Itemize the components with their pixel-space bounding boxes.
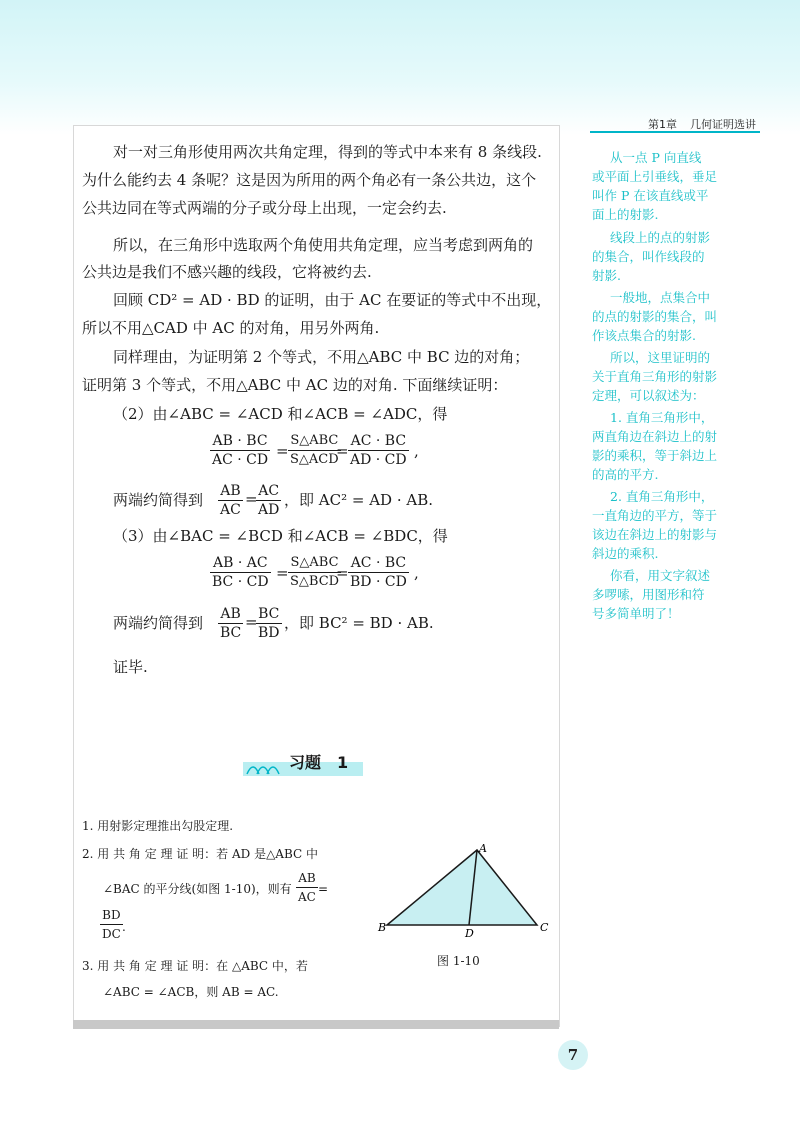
header-rule (590, 131, 760, 133)
proof-end: 证毕. (113, 658, 148, 676)
fraction: $\frac{AB}{AC}$ (220, 483, 241, 518)
sidebar-line: 两直角边在斜边上的射 (592, 429, 718, 444)
sidebar-line: 号多简单明了！ (592, 606, 680, 621)
exercise-item: 3. 用 共 角 定 理 证 明：在 △ABC 中，若 (82, 959, 308, 973)
equals-sign: = (336, 442, 349, 460)
sidebar-line: 作该点集合的射影. (592, 328, 696, 343)
fraction: $\frac{AB \cdot BC}{AC \cdot CD}$ (212, 433, 269, 468)
equals-sign: = (245, 613, 258, 631)
sidebar-line: 线段上的点的射影 (610, 230, 711, 245)
vertex-label-c: C (540, 921, 549, 934)
proof-step-2: （2）由∠ABC = ∠ACD 和∠ACB = ∠ADC，得 (113, 405, 448, 423)
fraction: $\frac{AC \cdot BC}{AD \cdot CD}$ (350, 433, 407, 468)
result-prefix: 两端约简得到 (113, 614, 204, 632)
sidebar-line: 斜边的乘积. (592, 546, 659, 561)
exercise-item-cont: ∠BAC 的平分线(如图 1-10)，则有 (103, 882, 292, 896)
result-prefix: 两端约简得到 (113, 491, 204, 509)
sidebar-line: 射影. (592, 268, 621, 283)
exercise-title: 习题 1 (289, 753, 349, 772)
fraction: $\frac{AC \cdot BC}{BD \cdot CD}$ (350, 555, 407, 590)
sidebar-line: 面上的射影. (592, 207, 659, 222)
sidebar-line: 或平面上引垂线，垂足 (592, 169, 718, 184)
sidebar-line: 的点的射影的集合，叫 (592, 309, 718, 324)
comma: , (414, 442, 419, 460)
triangle-abc (387, 850, 537, 925)
exercise-item-cont: ∠ABC = ∠ACB，则 AB = AC. (103, 985, 279, 999)
paragraph-line: 公共边是我们不感兴趣的线段，它将被约去. (82, 263, 372, 281)
sidebar-line: 叫作 P 在该直线或平 (592, 188, 709, 203)
sidebar-line: 一般地，点集合中 (610, 290, 711, 305)
triangle-figure (375, 840, 555, 940)
result-suffix: ，即 AC² = AD · AB. (284, 491, 433, 509)
period: . (122, 920, 126, 934)
fraction: S△ABC S△BCD (290, 555, 340, 589)
equals-sign: = (276, 564, 289, 582)
exercise-banner (243, 750, 363, 778)
chapter-title: 几何证明选讲 (690, 118, 756, 131)
paragraph-line: 所以，在三角形中选取两个角使用共角定理，应当考虑到两角的 (113, 236, 534, 254)
paragraph-line: 公共边同在等式两端的分子或分母上出现，一定会约去. (82, 199, 447, 217)
fraction: $\frac{AB}{BC}$ (220, 606, 242, 641)
paragraph-line: 证明第 3 个等式，不用△ABC 中 AC 边的对角. 下面继续证明： (82, 376, 508, 394)
proof-step-3: （3）由∠BAC = ∠BCD 和∠ACB = ∠BDC，得 (113, 527, 448, 545)
paragraph-line: 所以不用△CAD 中 AC 的对角，用另外两角. (82, 319, 380, 337)
chapter-number: 第1章 (648, 118, 677, 131)
equals-sign: = (336, 564, 349, 582)
sidebar-line: 定理，可以叙述为： (592, 388, 705, 403)
fraction: $\frac{BC}{BD}$ (258, 606, 280, 641)
paragraph-line: 为什么能约去 4 条呢？这是因为所用的两个角必有一条公共边，这个 (82, 171, 537, 189)
result-suffix: ，即 BC² = BD · AB. (284, 614, 434, 632)
equals-sign: = (276, 442, 289, 460)
sidebar-line: 一直角边的平方，等于 (592, 508, 718, 523)
vertex-label-b: B (378, 921, 387, 934)
fraction: S△ABC S△ACD (290, 433, 339, 467)
sidebar-line: 的高的平方. (592, 467, 659, 482)
fraction: $\frac{AB}{AC}$ (298, 871, 316, 904)
exercise-item: 2. 用 共 角 定 理 证 明：若 AD 是△ABC 中 (82, 847, 318, 861)
equals-sign: = (245, 490, 258, 508)
fraction: $\frac{AC}{AD}$ (258, 483, 280, 518)
paragraph-line: 对一对三角形使用两次共角定理，得到的等式中本来有 8 条线段. (113, 143, 542, 161)
sidebar-line: 从一点 P 向直线 (610, 150, 702, 165)
sidebar-line: 多啰嗦，用图形和符 (592, 587, 705, 602)
equals-sign: = (318, 882, 329, 896)
comma: , (414, 564, 419, 582)
paragraph-line: 同样理由，为证明第 2 个等式，不用△ABC 中 BC 边的对角； (113, 348, 530, 366)
sidebar-line: 1. 直角三角形中， (610, 410, 714, 425)
content-bottom-bar (73, 1020, 559, 1029)
sidebar-line: 该边在斜边上的射影与 (592, 527, 718, 542)
paragraph-line: 回顾 CD² = AD · BD 的证明，由于 AC 在要证的等式中不出现， (113, 291, 552, 309)
point-label-d: D (465, 927, 474, 940)
fraction: $\frac{AB \cdot AC}{BC \cdot CD}$ (212, 555, 269, 590)
sidebar-line: 关于直角三角形的射影 (592, 369, 718, 384)
sidebar-line: 的集合，叫作线段的 (592, 249, 705, 264)
top-gradient-band (0, 0, 800, 135)
fraction: $\frac{BD}{DC}$ (102, 908, 121, 941)
running-header (590, 116, 760, 136)
sidebar-line: 你看，用文字叙述 (610, 568, 711, 583)
sidebar-line: 所以，这里证明的 (610, 350, 711, 365)
vertex-label-a: A (479, 842, 487, 855)
sidebar-line: 影的乘积，等于斜边上 (592, 448, 718, 463)
page-number: 7 (558, 1040, 588, 1070)
figure-caption: 图 1-10 (437, 954, 480, 968)
exercise-item: 1. 用射影定理推出勾股定理. (82, 819, 234, 833)
sidebar-line: 2. 直角三角形中， (610, 489, 714, 504)
